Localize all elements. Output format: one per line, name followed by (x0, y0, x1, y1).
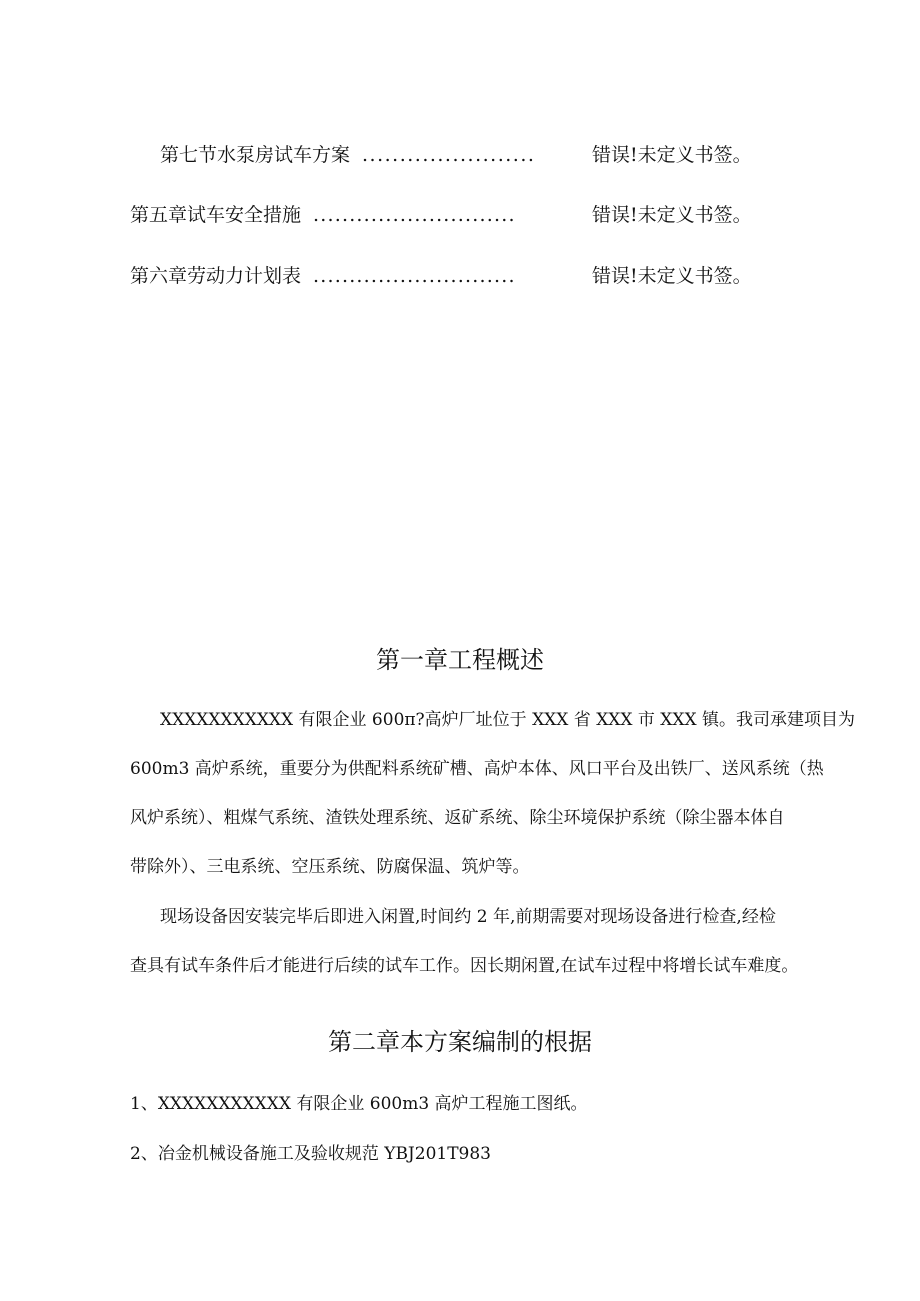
chapter-2-title: 第二章本方案编制的根据 (328, 1028, 592, 1056)
chapter-1-paragraph-2-line: 现场设备因安装完毕后即进入闲置,时间约 2 年,前期需要对现场设备进行检查,经检 (160, 907, 776, 927)
chapter-1-paragraph-2-line: 查具有试车条件后才能进行后续的试车工作。因长期闲置,在试车过程中将增长试车难度。 (130, 956, 799, 976)
chapter-1-paragraph-1-line: 风炉系统）、粗煤气系统、渣铁处理系统、返矿系统、除尘环境保护系统（除尘器本体自 (130, 808, 785, 828)
toc-entry-page: 错误!未定义书签。 (592, 265, 752, 287)
chapter-1-paragraph-1-line: 600m3 高炉系统，重要分为供配料系统矿槽、高炉本体、风口平台及出铁厂、送风系统（热 (130, 759, 824, 779)
toc-entry-leader: ....................... (362, 144, 536, 166)
toc-entry-title: 第五章试车安全措施 (130, 204, 302, 226)
reference-item: 2、冶金机械设备施工及验收规范 YBJ201T983 (130, 1144, 491, 1164)
toc-entry-leader: ............................ (313, 204, 516, 226)
toc-entry-page: 错误!未定义书签。 (592, 144, 752, 166)
chapter-1-paragraph-1-line: 带除外）、三电系统、空压系统、防腐保温、筑炉等。 (130, 857, 530, 877)
toc-entry-page: 错误!未定义书签。 (592, 204, 752, 226)
chapter-1-paragraph-1-line: XXXXXXXXXXX 有限企业 600π?高炉厂址位于 XXX 省 XXX 市 XXX 镇。我司承建项目为 (160, 710, 856, 730)
toc-entry-title: 第七节水泵房试车方案 (160, 144, 351, 166)
reference-item: 1、XXXXXXXXXXX 有限企业 600m3 高炉工程施工图纸。 (130, 1094, 588, 1114)
toc-entry-leader: ............................ (313, 265, 516, 287)
chapter-1-title: 第一章工程概述 (376, 646, 544, 674)
toc-entry-title: 第六章劳动力计划表 (130, 265, 302, 287)
